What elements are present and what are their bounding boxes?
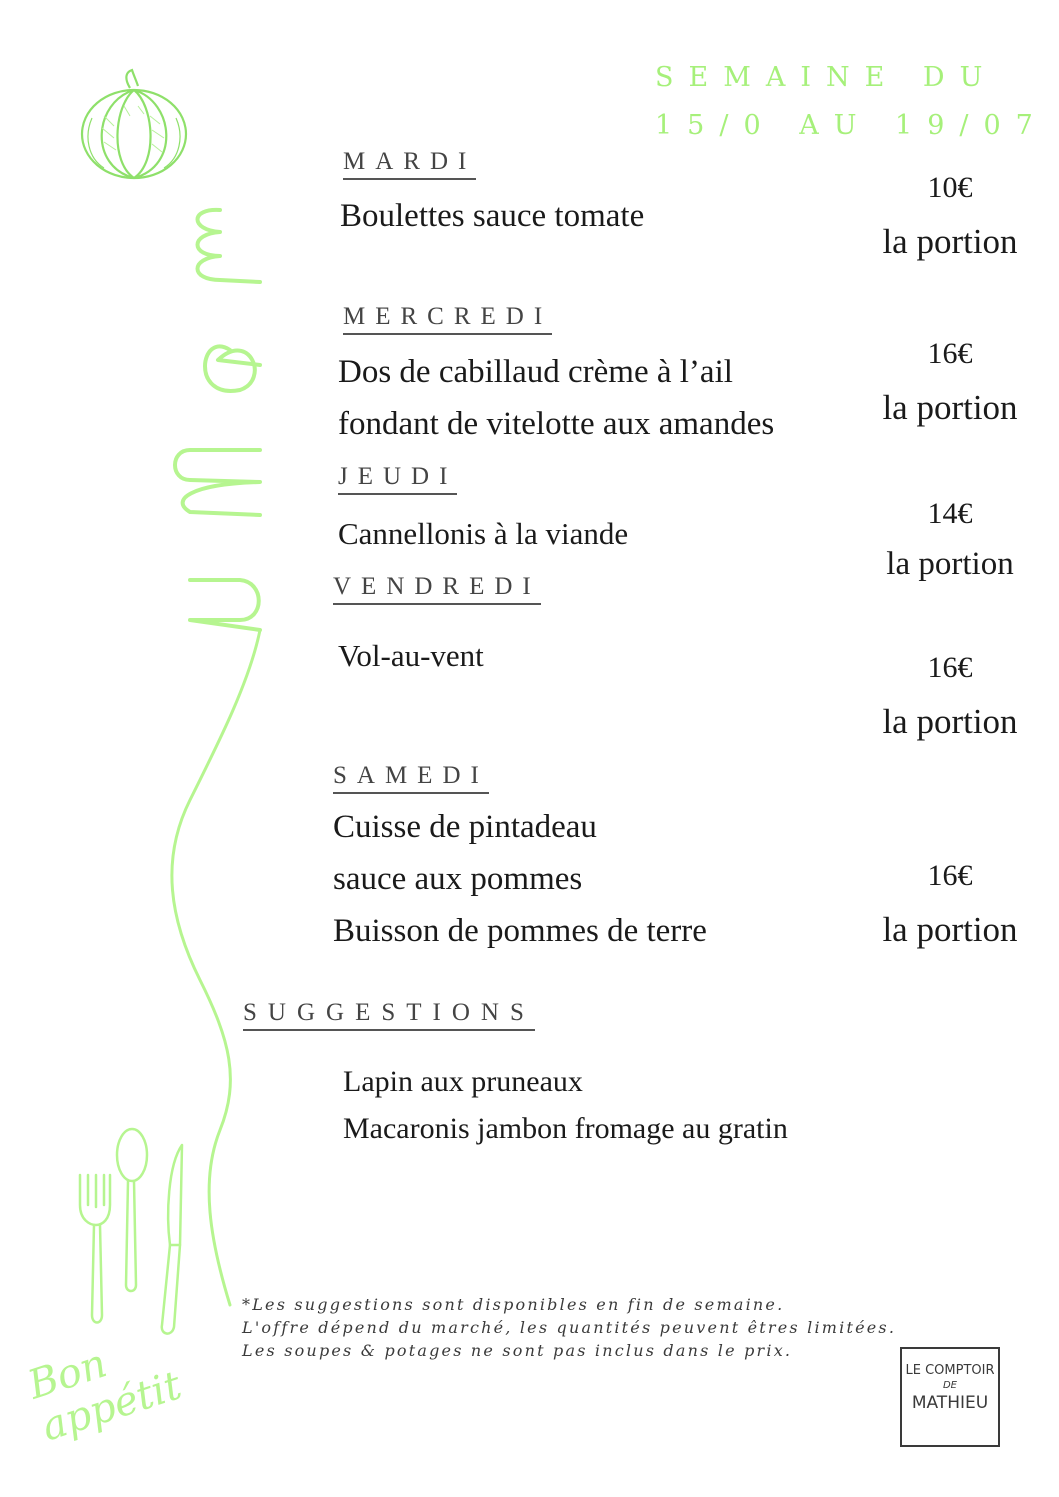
dish-item: fondant de vitelotte aux amandes xyxy=(338,406,775,442)
day-heading-jeudi: JEUDI xyxy=(338,463,457,495)
price-amount: 10€ xyxy=(927,171,973,204)
dishes-vendredi xyxy=(338,630,484,682)
price-amount: 16€ xyxy=(927,337,973,370)
suggestions-heading: SUGGESTIONS xyxy=(243,999,535,1031)
dishes-mardi xyxy=(340,190,644,242)
logo-line1: LE COMPTOIR xyxy=(905,1363,995,1378)
dish-item: Cuisse de pintadeau xyxy=(333,809,597,845)
price-vendredi xyxy=(850,640,1050,748)
week-title-line1: SEMAINE DU xyxy=(655,62,998,93)
dishes-mercredi xyxy=(338,346,774,450)
price-samedi xyxy=(850,848,1050,956)
dish-item: Cannellonis à la viande xyxy=(338,516,629,551)
suggestion-item: Lapin aux pruneaux xyxy=(343,1065,583,1098)
logo-line3: MATHIEU xyxy=(911,1393,989,1413)
logo-line2: DE xyxy=(942,1380,958,1391)
price-jeudi xyxy=(850,486,1050,586)
dishes-jeudi xyxy=(338,508,628,560)
bon-appetit-text: Bon appétit xyxy=(22,1340,188,1451)
suggestions-list xyxy=(343,1058,788,1152)
price-amount: 16€ xyxy=(927,651,973,684)
pumpkin-icon xyxy=(74,66,192,184)
price-mardi xyxy=(850,160,1050,268)
dishes-samedi xyxy=(333,801,707,957)
footnote xyxy=(242,1293,896,1362)
footnote-line: L'offre dépend du marché, les quantités peuvent êtres limitées. xyxy=(242,1318,897,1337)
dish-item: sauce aux pommes xyxy=(333,861,583,897)
price-unit: la portion xyxy=(882,388,1018,427)
dish-item: Dos de cabillaud crème à l’ail xyxy=(338,354,733,390)
price-unit: la portion xyxy=(886,546,1014,582)
price-amount: 16€ xyxy=(927,859,973,892)
restaurant-logo xyxy=(900,1347,1000,1447)
bon-appetit-decoration xyxy=(23,1310,231,1480)
cutlery-icon xyxy=(70,1125,200,1345)
day-heading-mercredi: MERCREDI xyxy=(343,303,552,335)
day-heading-samedi: SAMEDI xyxy=(333,762,489,794)
dish-item: Boulettes sauce tomate xyxy=(340,198,645,234)
week-title-line2: 15/0 AU 19/07 xyxy=(655,110,1048,141)
dish-item: Buisson de pommes de terre xyxy=(333,913,707,949)
suggestion-item: Macaronis jambon fromage au gratin xyxy=(343,1112,788,1145)
price-unit: la portion xyxy=(882,910,1018,949)
dish-item: Vol-au-vent xyxy=(338,638,484,673)
footnote-line: *Les suggestions sont disponibles en fin de semaine. xyxy=(242,1295,785,1314)
price-unit: la portion xyxy=(882,222,1018,261)
price-unit: la portion xyxy=(882,702,1018,741)
price-mercredi xyxy=(850,326,1050,434)
day-heading-vendredi: VENDREDI xyxy=(333,573,541,605)
day-heading-mardi: MARDI xyxy=(343,148,476,180)
footnote-line: Les soupes & potages ne sont pas inclus dans le prix. xyxy=(242,1341,793,1360)
price-amount: 14€ xyxy=(927,497,973,530)
